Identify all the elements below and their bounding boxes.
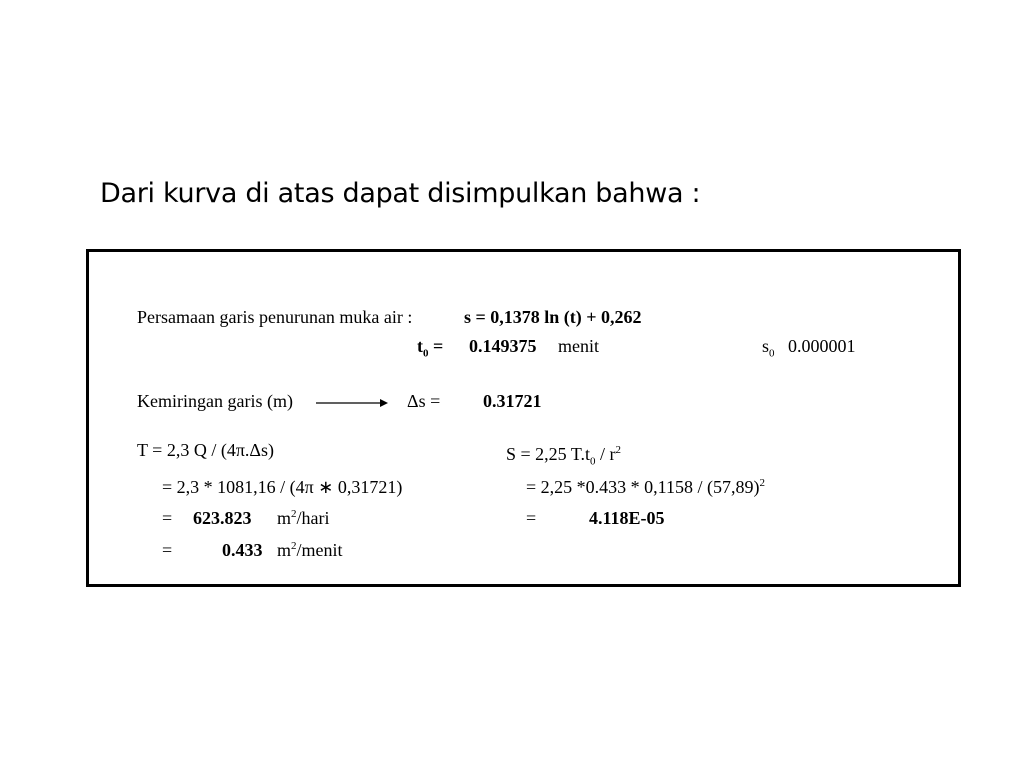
transmissivity-eq-1: = [162, 508, 173, 528]
transmissivity-unit-min: $m^2$/menit [277, 540, 343, 560]
storativity-eq: = [526, 508, 537, 528]
transmissivity-value-min: 0.433 [222, 540, 263, 560]
t0-label: $t_0$ = [417, 336, 444, 360]
transmissivity-formula: T = 2,3 Q / (4π.Δs) [137, 440, 274, 460]
transmissivity-value-day: 623.823 [193, 508, 252, 528]
transmissivity-unit-day: $m^2$/hari [277, 508, 330, 528]
arrow-icon [316, 398, 388, 408]
slide-title: Dari kurva di atas dapat disimpulkan bahwa : [100, 178, 701, 209]
s0-value: 0.000001 [788, 336, 856, 356]
equation: s = 0,1378 ln (t) + 0,262 [464, 307, 642, 327]
slope-label: Kemiringan garis (m) [137, 391, 293, 411]
transmissivity-eq-2: = [162, 540, 173, 560]
storativity-calc: = 2,25 $*0.433 * 0,1158 / (57,89)^2$ [526, 477, 765, 497]
t0-value: 0.149375 [469, 336, 537, 356]
delta-s-label: Δs = [407, 391, 441, 411]
storativity-formula: S = 2,25 $T.t_0 / r^2$ [506, 444, 621, 468]
equation-label: Persamaan garis penurunan muka air : [137, 307, 413, 327]
transmissivity-calc: = 2,3 * 1081,16 / (4π ∗ 0,31721) [162, 477, 403, 497]
result-box [86, 249, 961, 587]
s0-label: $s_0$ [762, 336, 775, 360]
delta-s-value: 0.31721 [483, 391, 542, 411]
storativity-value: 4.118E-05 [589, 508, 665, 528]
t0-unit: menit [558, 336, 599, 356]
